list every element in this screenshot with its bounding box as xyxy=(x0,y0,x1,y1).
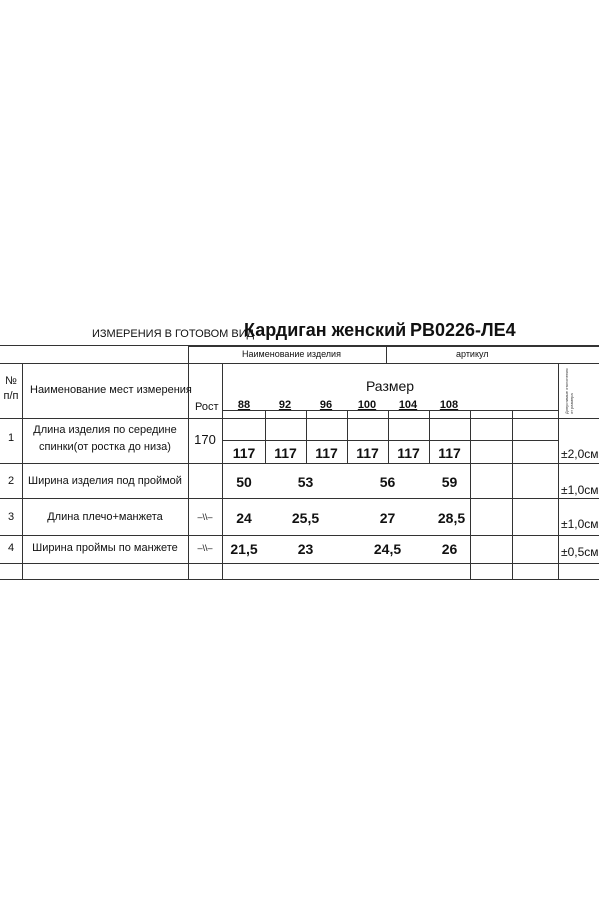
row-value: 25,5 xyxy=(291,510,320,526)
column-header-no-sub: п/п xyxy=(3,390,19,402)
grid-line xyxy=(0,463,599,464)
grid-line xyxy=(222,440,558,441)
row-value: 24 xyxy=(236,510,252,526)
grid-line xyxy=(265,410,266,440)
row-height-ditto: –\\– xyxy=(197,512,213,522)
row-name-continued: спинки(от ростка до низа) xyxy=(39,441,171,453)
column-header-size: Размер xyxy=(365,378,415,394)
row-height: 170 xyxy=(194,432,216,447)
grid-line xyxy=(347,410,348,440)
row-number: 4 xyxy=(7,542,15,554)
row-tolerance: ±0,5см xyxy=(561,545,599,559)
grid-line xyxy=(0,579,599,580)
row-value: 56 xyxy=(379,474,396,490)
row-number: 1 xyxy=(7,432,15,444)
row-value: 28,5 xyxy=(437,510,466,526)
size-label: 96 xyxy=(319,399,333,411)
grid-line xyxy=(0,363,599,364)
grid-line xyxy=(188,346,599,347)
measure-label: ИЗМЕРЕНИЯ В ГОТОВОМ ВИД xyxy=(92,328,255,340)
grid-line xyxy=(512,410,513,579)
row-tolerance: ±1,0см xyxy=(561,517,599,531)
grid-line xyxy=(388,410,389,440)
row-name: Ширина изделия под проймой xyxy=(28,475,182,487)
row-value: 117 xyxy=(438,445,461,461)
grid-line xyxy=(470,410,471,579)
row-value: 26 xyxy=(441,541,458,557)
row-name: Длина изделия по середине xyxy=(33,424,177,436)
product-name-caption: Наименование изделия xyxy=(242,349,341,359)
row-value: 53 xyxy=(297,474,314,490)
row-value: 27 xyxy=(379,510,396,526)
grid-line xyxy=(386,346,387,363)
row-number: 2 xyxy=(7,475,15,487)
article-caption: артикул xyxy=(456,349,489,359)
row-value: 117 xyxy=(274,445,297,461)
row-value: 21,5 xyxy=(230,541,258,557)
size-label: 92 xyxy=(278,399,292,411)
row-value: 23 xyxy=(297,541,314,557)
grid-line xyxy=(429,410,430,440)
row-tolerance: ±1,0см xyxy=(561,483,599,497)
grid-line xyxy=(0,498,599,499)
product-name: Кардиган женский xyxy=(244,320,407,340)
grid-line xyxy=(0,418,599,419)
column-header-height: Рост xyxy=(195,401,219,413)
row-number: 3 xyxy=(7,511,15,523)
grid-line xyxy=(558,363,559,579)
grid-line xyxy=(0,535,599,536)
row-value: 50 xyxy=(236,474,252,490)
grid-line xyxy=(0,563,599,564)
column-header-tolerance: Допустимые отклонения от размера xyxy=(564,368,574,414)
column-header-name: Наименование мест измерения xyxy=(30,384,192,396)
row-value: 117 xyxy=(397,445,420,461)
column-header-no: № xyxy=(5,375,17,387)
row-height-ditto: –\\– xyxy=(197,543,213,553)
row-name: Длина плечо+манжета xyxy=(47,511,163,523)
row-value: 59 xyxy=(441,474,458,490)
product-article: РВ0226-ЛЕ4 xyxy=(410,320,516,340)
row-value: 117 xyxy=(356,445,379,461)
row-value: 24,5 xyxy=(373,541,402,557)
row-value: 117 xyxy=(232,445,256,461)
size-label: 104 xyxy=(398,399,418,411)
row-value: 117 xyxy=(315,445,338,461)
row-name: Ширина проймы по манжете xyxy=(32,542,178,554)
grid-line xyxy=(306,410,307,440)
row-tolerance: ±2,0см xyxy=(561,447,599,461)
size-label: 88 xyxy=(237,399,251,411)
size-label: 100 xyxy=(357,399,377,411)
grid-line xyxy=(222,363,223,579)
size-label: 108 xyxy=(439,399,459,411)
